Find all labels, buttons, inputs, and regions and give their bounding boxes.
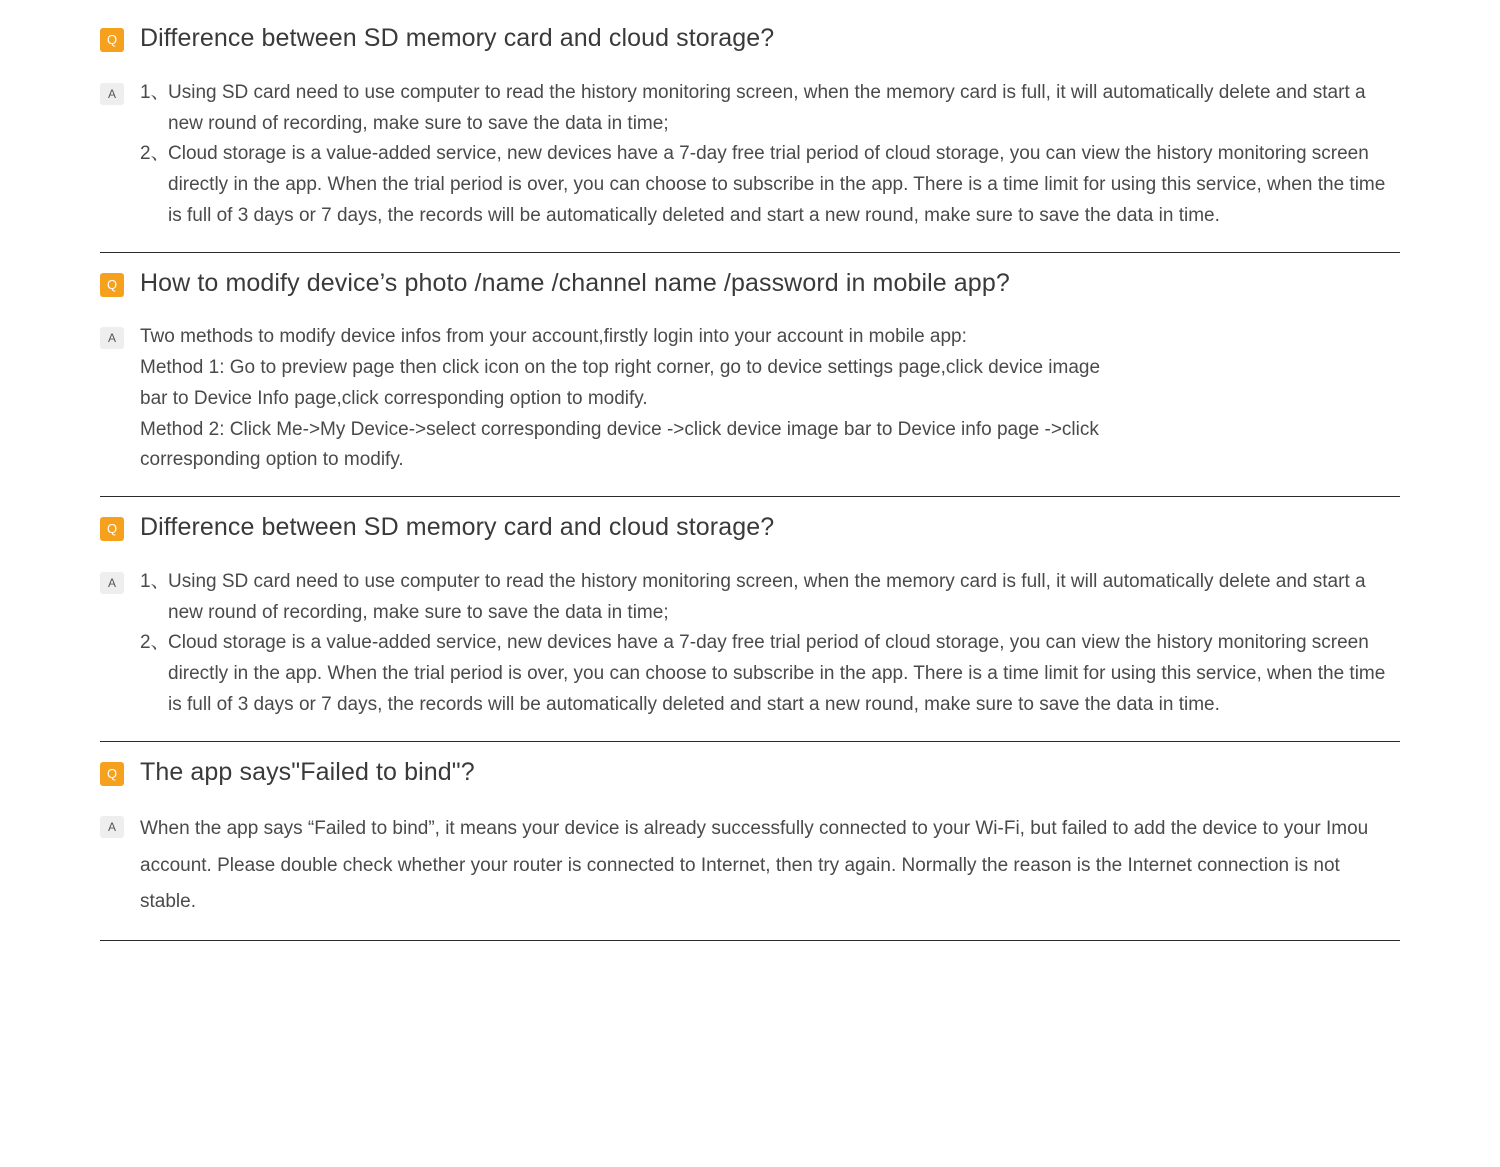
list-item	[140, 139, 1400, 231]
section-divider	[100, 252, 1400, 253]
answer-row	[100, 567, 1400, 721]
answer-row	[100, 78, 1400, 232]
answer-badge: A	[100, 572, 124, 594]
list-item	[140, 628, 1400, 720]
faq-item	[100, 267, 1400, 512]
answer-badge: A	[100, 327, 124, 349]
faq-item	[100, 511, 1400, 756]
faq-item	[100, 756, 1400, 955]
answer-list	[140, 78, 1400, 232]
question-row	[100, 267, 1400, 301]
answer-list	[140, 567, 1400, 721]
answer-body	[140, 78, 1400, 232]
question-text: The app says"Failed to bind"?	[140, 757, 475, 786]
list-item	[140, 78, 1400, 140]
method-lead: Method 2: Click Me->My Device->select corresponding device ->click device image bar to Device info page ->click	[140, 418, 1099, 440]
question-row	[100, 22, 1400, 56]
list-item	[140, 567, 1400, 629]
list-marker: 1、	[140, 81, 170, 103]
answer-body	[140, 322, 1400, 476]
answer-row	[100, 322, 1400, 476]
question-text: How to modify device’s photo /name /channel name /password in mobile app?	[140, 268, 1010, 297]
method-lead: Method 1: Go to preview page then click icon on the top right corner, go to device settings page,click device image	[140, 357, 1101, 379]
list-text: Using SD card need to use computer to read the history monitoring screen, when the memory card is full, it will automatically delete and start a new round of recording, make sure to save the data in time;	[168, 570, 1366, 623]
question-badge: Q	[100, 762, 124, 786]
answer-body	[140, 567, 1400, 721]
faq-item	[100, 22, 1400, 267]
list-marker: 2、	[140, 632, 170, 654]
answer-intro: Two methods to modify device infos from your account,firstly login into your account in mobile app:	[140, 326, 967, 348]
method-continuation: bar to Device Info page,click corresponding option to modify.	[140, 387, 648, 409]
question-text: Difference between SD memory card and cloud storage?	[140, 24, 775, 52]
question-row	[100, 511, 1400, 545]
answer-paragraph: When the app says “Failed to bind”, it means your device is already successfully connected to your Wi-Fi, but failed to add the device to your Imou account. Please double check whether your router is connected to Internet, then try again. Normally the reason is the Internet connection is not stable.	[140, 818, 1369, 912]
question-row	[100, 756, 1400, 790]
question-badge: Q	[100, 273, 124, 297]
list-marker: 2、	[140, 143, 170, 165]
section-divider	[100, 741, 1400, 742]
answer-badge: A	[100, 83, 124, 105]
section-divider	[100, 940, 1400, 941]
method-continuation: corresponding option to modify.	[140, 449, 404, 471]
answer-row	[100, 811, 1400, 919]
question-badge: Q	[100, 28, 124, 52]
list-text: Cloud storage is a value-added service, new devices have a 7-day free trial period of cloud storage, you can view the history monitoring screen directly in the app. When the trial period is over, you can choose to subscribe in the app. There is a time limit for using this service, when the time is full of 3 days or 7 days, the records will be automatically deleted and start a new round, make sure to save the data in time.	[168, 632, 1386, 715]
answer-badge: A	[100, 816, 124, 838]
section-divider	[100, 496, 1400, 497]
list-marker: 1、	[140, 570, 170, 592]
list-text: Using SD card need to use computer to read the history monitoring screen, when the memory card is full, it will automatically delete and start a new round of recording, make sure to save the data in time;	[168, 81, 1366, 134]
list-text: Cloud storage is a value-added service, new devices have a 7-day free trial period of cloud storage, you can view the history monitoring screen directly in the app. When the trial period is over, you can choose to subscribe in the app. There is a time limit for using this service, when the time is full of 3 days or 7 days, the records will be automatically deleted and start a new round, make sure to save the data in time.	[168, 143, 1386, 226]
question-badge: Q	[100, 517, 124, 541]
question-text: Difference between SD memory card and cloud storage?	[140, 513, 775, 542]
